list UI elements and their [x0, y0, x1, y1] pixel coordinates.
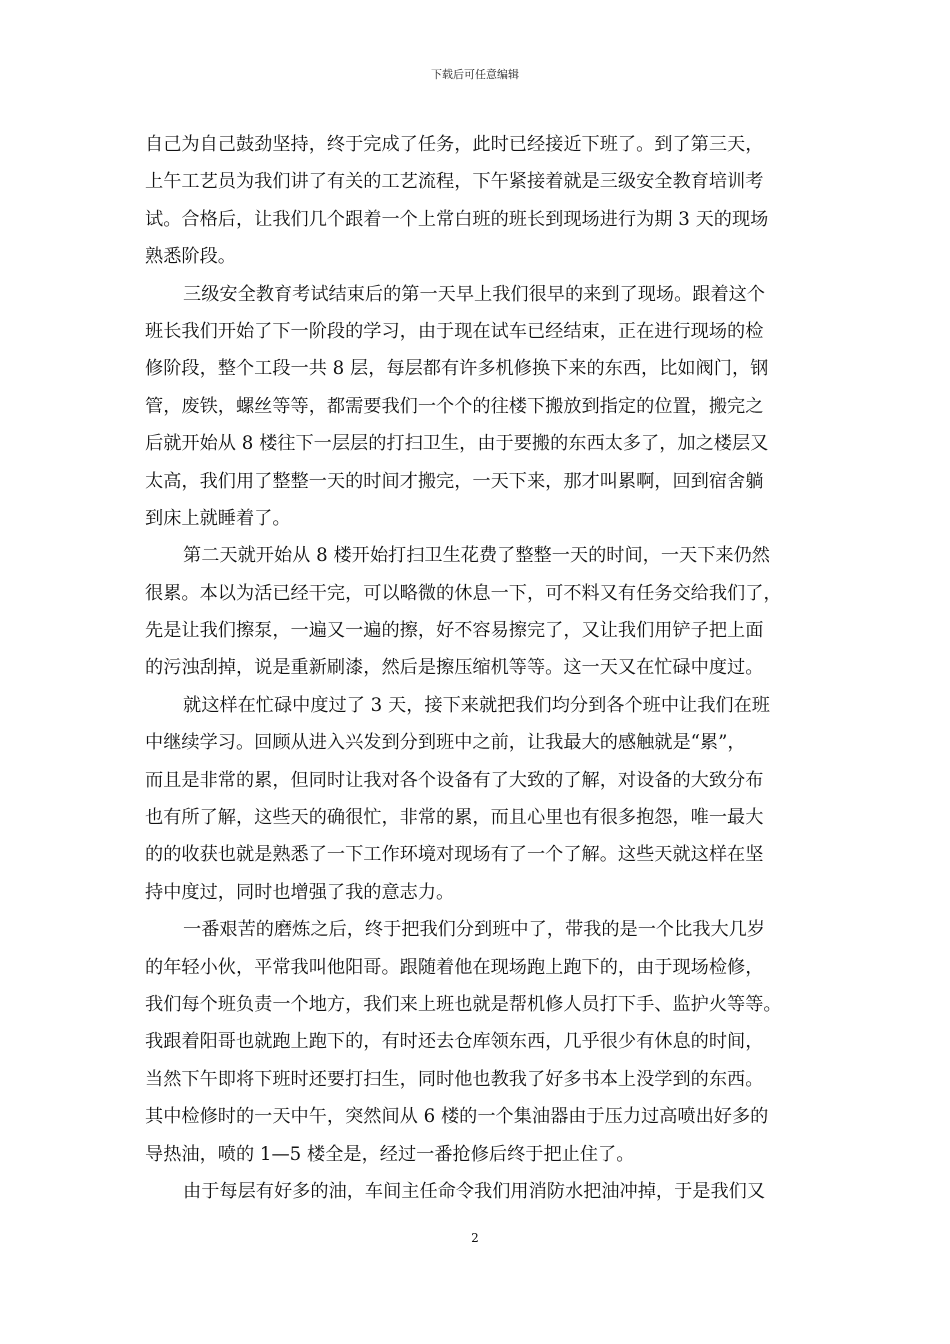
text-line: 也有所了解，这些天的确很忙，非常的累，而且心里也有很多抱怨，唯一最大 [145, 807, 764, 829]
text-line: 持中度过，同时也增强了我的意志力。 [145, 881, 455, 903]
text-line: 太高，我们用了整整一天的时间才搬完，一天下来，那才叫累啊，回到宿舍躺 [145, 470, 764, 492]
page-header: 下载后可任意编辑 [431, 68, 519, 81]
text-line: 而且是非常的累，但同时让我对各个设备有了大致的了解，对设备的大致分布 [145, 769, 764, 791]
paragraph-first-line: 第二天就开始从 8 楼开始打扫卫生花费了整整一天的时间，一天下来仍然 [183, 545, 770, 567]
text-line: 班长我们开始了下一阶段的学习，由于现在试车已经结束，正在进行现场的检 [145, 320, 764, 342]
text-line: 我们每个班负责一个地方，我们来上班也就是帮机修人员打下手、监护火等等。 [145, 993, 782, 1015]
text-line: 当然下午即将下班时还要打扫生，同时他也教我了好多书本上没学到的东西。 [145, 1068, 764, 1090]
text-line: 的的收获也就是熟悉了一下工作环境对现场有了一个了解。这些天就这样在坚 [145, 844, 764, 866]
text-line: 我跟着阳哥也就跑上跑下的，有时还去仓库领东西，几乎很少有休息的时间， [145, 1031, 764, 1053]
text-line: 到床上就睡着了。 [145, 507, 291, 529]
paragraph-first-line: 就这样在忙碌中度过了 3 天，接下来就把我们均分到各个班中让我们在班 [183, 694, 770, 716]
text-line: 修阶段，整个工段一共 8 层，每层都有许多机修换下来的东西，比如阀门，钢 [145, 358, 769, 380]
text-line: 管，废铁，螺丝等等，都需要我们一个个的往楼下搬放到指定的位置，搬完之 [145, 395, 764, 417]
text-line: 的年轻小伙，平常我叫他阳哥。跟随着他在现场跑上跑下的，由于现场检修， [145, 956, 764, 978]
text-line: 试。合格后，让我们几个跟着一个上常白班的班长到现场进行为期 3 天的现场 [145, 208, 769, 230]
text-line: 很累。本以为活已经干完，可以略微的休息一下，可不料又有任务交给我们了， [145, 582, 782, 604]
text-line: 上午工艺员为我们讲了有关的工艺流程，下午紧接着就是三级安全教育培训考 [145, 171, 764, 193]
text-line: 导热油，喷的 1—5 楼全是，经过一番抢修后终于把止住了。 [145, 1143, 635, 1165]
paragraph-first-line: 一番艰苦的磨炼之后，终于把我们分到班中了，带我的是一个比我大几岁 [183, 919, 766, 941]
text-line: 自己为自己鼓劲坚持，终于完成了任务，此时已经接近下班了。到了第三天， [145, 134, 764, 155]
text-line: 熟悉阶段。 [145, 246, 236, 268]
text-line: 中继续学习。回顾从进入兴发到分到班中之前，让我最大的感触就是“累”， [145, 732, 746, 754]
text-line: 其中检修时的一天中午，突然间从 6 楼的一个集油器由于压力过高喷出好多的 [145, 1106, 769, 1128]
text-line: 先是让我们擦泵，一遍又一遍的擦，好不容易擦完了，又让我们用铲子把上面 [145, 620, 764, 642]
paragraph-first-line: 三级安全教育考试结束后的第一天早上我们很早的来到了现场。跟着这个 [183, 283, 766, 305]
document-body [145, 126, 810, 1210]
text-line: 的污浊刮掉，说是重新刷漆，然后是擦压缩机等等。这一天又在忙碌中度过。 [145, 657, 764, 679]
paragraph-first-line: 由于每层有好多的油，车间主任命令我们用消防水把油冲掉，于是我们又 [183, 1180, 766, 1202]
page-number: 2 [471, 1231, 479, 1245]
text-line: 后就开始从 8 楼往下一层层的打扫卫生，由于要搬的东西太多了，加之楼层又 [145, 433, 769, 455]
